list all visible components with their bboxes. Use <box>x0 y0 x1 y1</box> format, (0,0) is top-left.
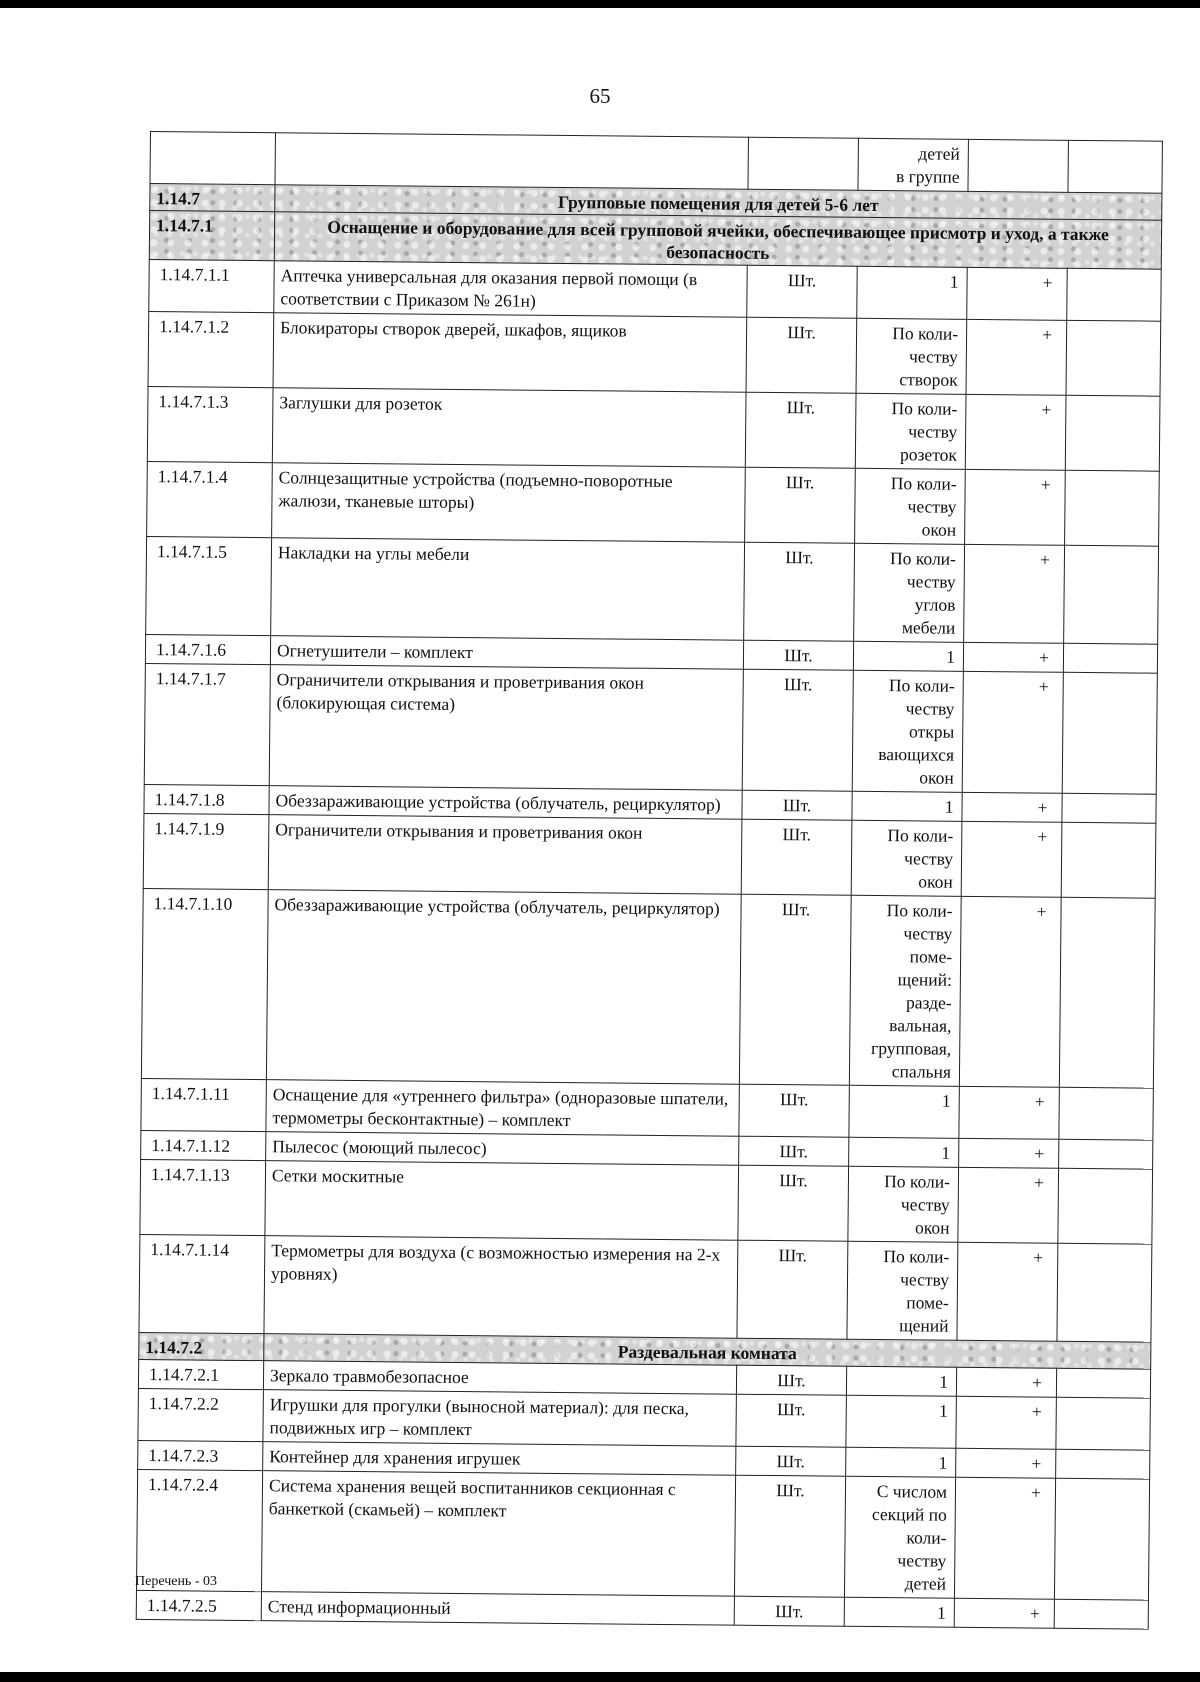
item-name: Аптечка универсальная для оказания первой помощи (в соответствии с Приказом № 261н) <box>274 261 747 318</box>
item-empty-cell <box>1066 320 1161 396</box>
item-empty-cell <box>1062 793 1156 823</box>
item-mark: + <box>954 1477 1055 1599</box>
item-empty-cell <box>1059 1087 1153 1140</box>
item-empty-cell <box>1059 897 1155 1088</box>
item-name: Огнетушители – комплект <box>270 636 743 670</box>
item-name: Игрушки для прогулки (выносной материал): для песка, подвижных игр – комплект <box>263 1390 736 1447</box>
item-name: Стенд информационный <box>261 1592 734 1626</box>
item-mark: + <box>956 1367 1056 1397</box>
item-unit: Шт. <box>747 265 857 318</box>
item-number: 1.14.7.1.11 <box>141 1078 266 1131</box>
item-empty-cell <box>1061 822 1156 898</box>
item-mark: + <box>962 671 1063 793</box>
section-title: Групповые помещения для детей 5-6 лет <box>275 185 1162 221</box>
item-unit: Шт. <box>741 819 852 895</box>
item-quantity: По коли- честву углов мебели <box>854 543 965 642</box>
item-unit: Шт. <box>734 1596 844 1626</box>
item-empty-cell <box>1065 395 1160 471</box>
item-quantity: По коли- честву окон <box>851 820 962 896</box>
item-quantity: 1 <box>857 266 967 319</box>
item-number: 1.14.7.1.14 <box>139 1234 265 1333</box>
item-empty-cell <box>1054 1599 1148 1629</box>
item-quantity: 1 <box>852 791 962 821</box>
footer-note: Перечень - 03 <box>135 1574 217 1589</box>
item-quantity: По коли- честву откры вающихся окон <box>852 670 963 792</box>
item-mark: + <box>967 267 1067 320</box>
item-unit: Шт. <box>734 1475 845 1597</box>
item-quantity: 1 <box>846 1395 956 1448</box>
section-number: 1.14.7.1 <box>149 211 274 261</box>
table-row <box>149 259 1161 321</box>
item-name: Оснащение для «утреннего фильтра» (одноразовые шпатели, термометры бесконтактные) – комплект <box>266 1080 739 1137</box>
item-empty-cell <box>1063 643 1157 673</box>
item-name: Пылесос (моющий пылесос) <box>266 1132 739 1166</box>
table-row <box>140 1159 1153 1244</box>
item-mark: + <box>959 1086 1059 1139</box>
item-number: 1.14.7.1.5 <box>146 536 272 635</box>
item-quantity: 1 <box>853 641 963 671</box>
table-row <box>147 461 1160 546</box>
table-row <box>144 663 1157 794</box>
section-number: 1.14.7 <box>150 184 275 212</box>
item-mark: + <box>963 642 1063 672</box>
item-quantity: По коли- честву окон <box>855 468 966 544</box>
item-number: 1.14.7.2.1 <box>138 1359 263 1389</box>
item-unit: Шт. <box>742 669 853 791</box>
item-quantity: 1 <box>849 1085 959 1138</box>
item-unit: Шт. <box>746 317 857 393</box>
item-name: Зеркало травмобезопасное <box>263 1361 736 1395</box>
item-mark: + <box>962 792 1062 822</box>
item-mark: + <box>965 394 1066 470</box>
table-row <box>139 1234 1152 1342</box>
item-quantity: По коли- честву окон <box>848 1166 959 1242</box>
table-row <box>143 813 1156 898</box>
table-row <box>146 536 1159 644</box>
item-empty-cell <box>1057 1243 1152 1342</box>
item-number: 1.14.7.1.13 <box>140 1159 266 1235</box>
scan-border-bottom <box>0 1672 1200 1682</box>
item-mark: + <box>966 319 1067 395</box>
item-unit: Шт. <box>745 467 856 543</box>
item-quantity: С числом секций по коли- честву детей <box>844 1476 955 1598</box>
item-number: 1.14.7.1.2 <box>148 311 274 387</box>
item-empty-cell <box>1067 268 1161 321</box>
item-mark: + <box>964 544 1065 643</box>
item-unit: Шт. <box>745 392 856 468</box>
item-number: 1.14.7.2.3 <box>138 1440 263 1470</box>
item-empty-cell <box>1068 140 1162 193</box>
item-empty-cell <box>1064 545 1159 644</box>
item-name: Солнцезащитные устройства (подъемно-поворотные жалюзи, тканевые шторы) <box>272 463 746 543</box>
item-unit: Шт. <box>743 640 853 670</box>
item-empty-cell <box>1062 672 1157 794</box>
item-empty-cell <box>1056 1449 1150 1479</box>
item-name: Система хранения вещей воспитанников секционная с банкеткой (скамьей) – комплект <box>261 1471 735 1597</box>
item-unit: Шт. <box>739 894 851 1085</box>
item-empty-cell <box>1065 470 1160 546</box>
section-number: 1.14.7.2 <box>139 1332 264 1360</box>
item-mark: + <box>954 1598 1054 1628</box>
item-quantity: По коли- честву поме- щений <box>847 1241 958 1340</box>
equipment-table <box>136 131 1163 1630</box>
item-quantity: 1 <box>846 1366 956 1396</box>
item-unit: Шт. <box>737 1240 848 1339</box>
item-number: 1.14.7.1.7 <box>144 663 270 785</box>
item-empty-cell <box>1056 1368 1150 1398</box>
table-body <box>136 132 1162 1630</box>
item-quantity: По коли- честву розеток <box>855 393 966 469</box>
item-number: 1.14.7.2.5 <box>136 1590 261 1620</box>
item-empty-cell <box>1058 1168 1153 1244</box>
table-row <box>141 888 1155 1088</box>
item-name <box>275 133 748 190</box>
item-unit: Шт. <box>738 1165 849 1241</box>
item-unit: Шт. <box>736 1446 846 1476</box>
item-name: Термометры для воздуха (с возможностью измерения на 2-х уровнях) <box>264 1236 738 1339</box>
item-name: Ограничители открывания и проветривания окон <box>268 815 742 895</box>
item-quantity: 1 <box>844 1597 954 1627</box>
table-row <box>150 132 1162 194</box>
item-mark <box>968 139 1068 192</box>
item-name: Блокираторы створок дверей, шкафов, ящиков <box>273 313 747 393</box>
item-unit: Шт. <box>739 1136 849 1166</box>
table-row <box>138 1388 1150 1450</box>
item-mark: + <box>959 1138 1059 1168</box>
item-number: 1.14.7.1.9 <box>143 813 269 889</box>
item-number: 1.14.7.2.4 <box>136 1469 262 1591</box>
page-number: 65 <box>589 84 611 108</box>
table-row <box>147 386 1160 471</box>
item-quantity: детей в группе <box>858 138 968 191</box>
item-number <box>150 132 275 185</box>
item-mark: + <box>959 896 1061 1087</box>
item-mark: + <box>965 469 1066 545</box>
item-number: 1.14.7.1.1 <box>149 259 274 312</box>
item-empty-cell <box>1059 1139 1153 1169</box>
item-mark: + <box>956 1448 1056 1478</box>
section-title: Оснащение и оборудование для всей групповой ячейки, обеспечивающее присмотр и уход, а также безопасность <box>274 212 1161 270</box>
table-row <box>136 1469 1149 1600</box>
item-quantity: 1 <box>849 1137 959 1167</box>
table-row <box>148 311 1161 396</box>
item-name: Контейнер для хранения игрушек <box>263 1442 736 1476</box>
item-number: 1.14.7.1.10 <box>141 888 268 1079</box>
item-number: 1.14.7.2.2 <box>138 1388 263 1441</box>
item-mark: + <box>956 1396 1056 1449</box>
item-quantity: 1 <box>846 1447 956 1477</box>
table-row <box>141 1078 1153 1140</box>
item-number: 1.14.7.1.12 <box>141 1130 266 1160</box>
item-name: Обеззараживающие устройства (облучатель, рециркулятор) <box>269 786 742 820</box>
item-empty-cell <box>1054 1478 1149 1600</box>
item-quantity: По коли- честву поме- щений: разде- вальная, групповая, спальня <box>849 895 961 1086</box>
item-number: 1.14.7.1.6 <box>145 634 270 664</box>
item-name: Накладки на углы мебели <box>271 538 745 641</box>
item-number: 1.14.7.1.4 <box>147 461 273 537</box>
item-empty-cell <box>1056 1397 1150 1450</box>
item-unit: Шт. <box>742 790 852 820</box>
section-title: Раздевальная комната <box>264 1334 1151 1370</box>
item-unit: Шт. <box>744 542 855 641</box>
item-name: Обеззараживающие устройства (облучатель, рециркулятор) <box>266 890 741 1085</box>
item-number: 1.14.7.1.3 <box>147 386 273 462</box>
item-unit <box>748 137 858 190</box>
item-unit: Шт. <box>736 1394 846 1447</box>
item-number: 1.14.7.1.8 <box>144 784 269 814</box>
item-name: Ограничители открывания и проветривания окон (блокирующая система) <box>269 665 743 791</box>
item-mark: + <box>957 1242 1058 1341</box>
item-mark: + <box>961 821 1062 897</box>
item-quantity: По коли- честву створок <box>856 318 967 394</box>
item-name: Заглушки для розеток <box>272 388 746 468</box>
scan-border-top <box>0 0 1200 8</box>
item-unit: Шт. <box>739 1084 849 1137</box>
item-name: Сетки москитные <box>265 1161 739 1241</box>
item-unit: Шт. <box>736 1365 846 1395</box>
item-mark: + <box>958 1167 1059 1243</box>
